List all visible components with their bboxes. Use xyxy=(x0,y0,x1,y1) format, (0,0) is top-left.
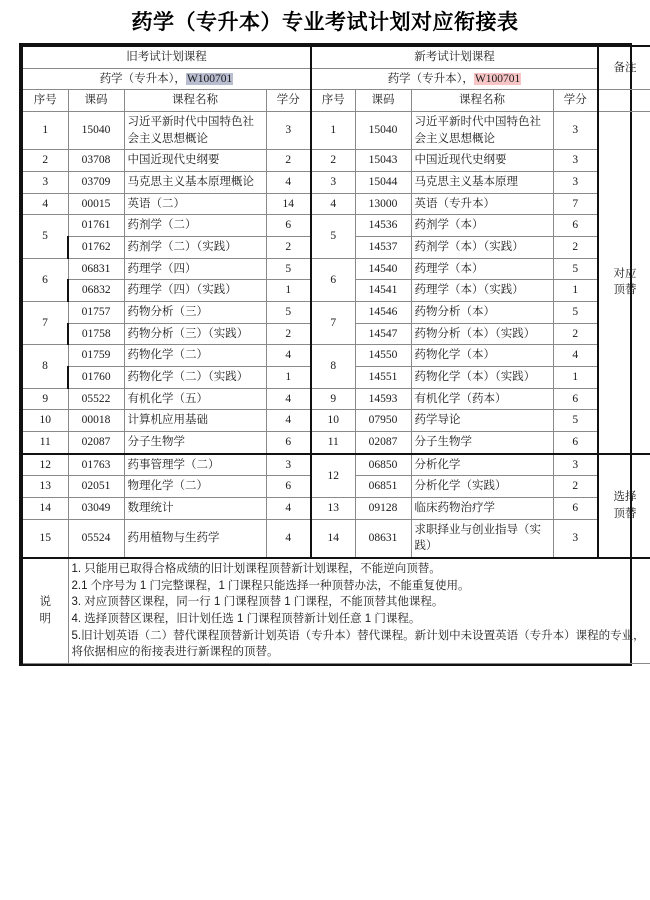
old-name-cell: 药物化学（二）（实践） xyxy=(124,367,266,389)
new-code-cell: 14551 xyxy=(355,367,411,389)
old-name-cell: 药物分析（三） xyxy=(124,302,266,324)
note-item-2: 2.1 个序号为 1 门完整课程，1 门课程只能选择一种顶替办法，不能重复使用。 xyxy=(71,579,470,592)
new-credits-cell: 7 xyxy=(553,193,598,215)
new-code-cell: 06850 xyxy=(355,454,411,476)
old-name-cell: 药剂学（二） xyxy=(124,215,266,237)
new-seq-cell: 13 xyxy=(311,498,355,520)
old-credits-cell: 2 xyxy=(266,150,311,172)
old-seq-cell: 4 xyxy=(22,193,68,215)
new-code-cell: 14546 xyxy=(355,302,411,324)
old-credits-cell: 4 xyxy=(266,345,311,367)
note-item-3: 3. 对应顶替区课程，同一行 1 门课程顶替 1 门课程，不能顶替其他课程。 xyxy=(71,596,444,609)
old-seq-cell: 10 xyxy=(22,410,68,432)
new-seq-cell: 12 xyxy=(311,454,355,498)
new-seq-cell: 3 xyxy=(311,172,355,194)
old-credits-cell: 1 xyxy=(266,280,311,302)
remark-corresponding-line-1: 顶替 xyxy=(613,284,637,297)
major-code-row xyxy=(22,68,650,90)
new-credits-cell: 2 xyxy=(553,476,598,498)
old-code-cell: 06832 xyxy=(68,280,124,302)
table-row xyxy=(22,302,650,324)
new-seq-cell: 2 xyxy=(311,150,355,172)
old-name-cell: 药事管理学（二） xyxy=(124,454,266,476)
new-seq-cell: 11 xyxy=(311,432,355,454)
notes-row xyxy=(22,558,650,664)
new-name-cell: 药物分析（本） xyxy=(411,302,553,324)
table-group-header-row xyxy=(22,46,650,68)
old-seq-cell: 5 xyxy=(22,215,68,258)
new-credits-cell: 5 xyxy=(553,302,598,324)
header-new-seq: 序号 xyxy=(311,90,355,112)
old-code-cell: 05524 xyxy=(68,519,124,558)
old-credits-cell: 4 xyxy=(266,498,311,520)
new-seq-cell: 10 xyxy=(311,410,355,432)
old-credits-cell: 3 xyxy=(266,454,311,476)
old-credits-cell: 2 xyxy=(266,237,311,259)
remark-column-header: 备注 xyxy=(598,46,650,90)
old-seq-cell: 11 xyxy=(22,432,68,454)
new-credits-cell: 3 xyxy=(553,519,598,558)
old-plan-group-header: 旧考试计划课程 xyxy=(22,46,311,68)
new-name-cell: 药理学（本）（实践） xyxy=(411,280,553,302)
remark-optional-line-0: 选择 xyxy=(613,491,637,504)
old-code-cell: 06831 xyxy=(68,258,124,280)
old-name-cell: 药物分析（三）（实践） xyxy=(124,323,266,345)
old-seq-cell: 9 xyxy=(22,388,68,410)
table-row xyxy=(22,215,650,237)
old-code-cell: 01758 xyxy=(68,323,124,345)
column-header-row xyxy=(22,90,650,112)
old-seq-cell: 1 xyxy=(22,112,68,150)
new-name-cell: 中国近现代史纲要 xyxy=(411,150,553,172)
old-code-cell: 00015 xyxy=(68,193,124,215)
new-credits-cell: 6 xyxy=(553,388,598,410)
new-plan-group-header: 新考试计划课程 xyxy=(311,46,598,68)
old-major-code-highlight: W100701 xyxy=(186,72,233,85)
table-row xyxy=(22,388,650,410)
new-seq-cell: 6 xyxy=(311,258,355,301)
note-item-5: 5.旧计划英语（二）替代课程顶替新计划英语（专升本）替代课程。新计划中未设置英语（专升本）课程的专业，将依据相应的衔接表进行新课程的顶替。 xyxy=(71,629,645,659)
new-name-cell: 有机化学（药本） xyxy=(411,388,553,410)
old-name-cell: 药剂学（二）（实践） xyxy=(124,237,266,259)
old-credits-cell: 6 xyxy=(266,476,311,498)
new-credits-cell: 2 xyxy=(553,237,598,259)
new-name-cell: 药学导论 xyxy=(411,410,553,432)
table-row xyxy=(22,193,650,215)
old-seq-cell: 14 xyxy=(22,498,68,520)
new-seq-cell: 5 xyxy=(311,215,355,258)
old-name-cell: 分子生物学 xyxy=(124,432,266,454)
old-name-cell: 数理统计 xyxy=(124,498,266,520)
notes-label-line-1: 明 xyxy=(39,613,51,626)
new-name-cell: 分析化学（实践） xyxy=(411,476,553,498)
new-code-cell: 08631 xyxy=(355,519,411,558)
table-row xyxy=(22,410,650,432)
new-credits-cell: 6 xyxy=(553,498,598,520)
old-code-cell: 01762 xyxy=(68,237,124,259)
new-code-cell: 14550 xyxy=(355,345,411,367)
old-credits-cell: 2 xyxy=(266,323,311,345)
new-credits-cell: 2 xyxy=(553,323,598,345)
new-credits-cell: 5 xyxy=(553,258,598,280)
old-seq-cell: 6 xyxy=(22,258,68,301)
new-seq-cell: 1 xyxy=(311,112,355,150)
note-item-1: 1. 只能用已取得合格成绩的旧计划课程顶替新计划课程，不能逆向顶替。 xyxy=(71,563,441,576)
old-code-cell: 03709 xyxy=(68,172,124,194)
new-code-cell: 15043 xyxy=(355,150,411,172)
new-credits-cell: 3 xyxy=(553,112,598,150)
old-major-name: 药学（专升本）， xyxy=(99,72,186,85)
new-credits-cell: 1 xyxy=(553,280,598,302)
new-name-cell: 药物化学（本） xyxy=(411,345,553,367)
old-name-cell: 药用植物与生药学 xyxy=(124,519,266,558)
new-seq-cell: 14 xyxy=(311,519,355,558)
old-name-cell: 英语（二） xyxy=(124,193,266,215)
table-row xyxy=(22,172,650,194)
old-name-cell: 习近平新时代中国特色社会主义思想概论 xyxy=(124,112,266,150)
header-old-seq: 序号 xyxy=(22,90,68,112)
old-code-cell: 02087 xyxy=(68,432,124,454)
new-credits-cell: 3 xyxy=(553,454,598,476)
notes-label-cell xyxy=(22,558,68,664)
old-name-cell: 中国近现代史纲要 xyxy=(124,150,266,172)
new-code-cell: 15044 xyxy=(355,172,411,194)
new-major-code-highlight: W100701 xyxy=(474,72,521,85)
old-name-cell: 有机化学（五） xyxy=(124,388,266,410)
note-item-4: 4. 选择顶替区课程，旧计划任选 1 门课程顶替新计划任意 1 门课程。 xyxy=(71,613,421,626)
remark-header-spacer xyxy=(598,90,650,112)
old-code-cell: 03049 xyxy=(68,498,124,520)
old-credits-cell: 14 xyxy=(266,193,311,215)
new-credits-cell: 6 xyxy=(553,432,598,454)
articulation-table xyxy=(21,45,650,664)
old-code-cell: 15040 xyxy=(68,112,124,150)
old-code-cell: 02051 xyxy=(68,476,124,498)
new-code-cell: 14541 xyxy=(355,280,411,302)
header-new-name: 课程名称 xyxy=(411,90,553,112)
old-credits-cell: 4 xyxy=(266,410,311,432)
old-name-cell: 药理学（四）（实践） xyxy=(124,280,266,302)
new-name-cell: 英语（专升本） xyxy=(411,193,553,215)
new-name-cell: 药剂学（本）（实践） xyxy=(411,237,553,259)
old-credits-cell: 1 xyxy=(266,367,311,389)
old-code-cell: 01763 xyxy=(68,454,124,476)
new-name-cell: 药物分析（本）（实践） xyxy=(411,323,553,345)
new-code-cell: 06851 xyxy=(355,476,411,498)
new-code-cell: 02087 xyxy=(355,432,411,454)
new-credits-cell: 1 xyxy=(553,367,598,389)
table-row xyxy=(22,432,650,454)
new-code-cell: 14547 xyxy=(355,323,411,345)
old-name-cell: 药理学（四） xyxy=(124,258,266,280)
old-credits-cell: 5 xyxy=(266,258,311,280)
old-name-cell: 计算机应用基础 xyxy=(124,410,266,432)
new-name-cell: 药剂学（本） xyxy=(411,215,553,237)
old-code-cell: 05522 xyxy=(68,388,124,410)
new-name-cell: 分析化学 xyxy=(411,454,553,476)
new-credits-cell: 4 xyxy=(553,345,598,367)
old-seq-cell: 8 xyxy=(22,345,68,388)
old-credits-cell: 6 xyxy=(266,432,311,454)
new-seq-cell: 9 xyxy=(311,388,355,410)
new-seq-cell: 4 xyxy=(311,193,355,215)
table-row xyxy=(22,258,650,280)
old-credits-cell: 4 xyxy=(266,172,311,194)
new-code-cell: 14540 xyxy=(355,258,411,280)
new-code-cell: 14536 xyxy=(355,215,411,237)
table-row xyxy=(22,454,650,476)
old-credits-cell: 4 xyxy=(266,519,311,558)
table-row xyxy=(22,519,650,558)
old-code-cell: 01761 xyxy=(68,215,124,237)
new-major-name: 药学（专升本）， xyxy=(387,72,474,85)
old-code-cell: 01760 xyxy=(68,367,124,389)
old-name-cell: 药物化学（二） xyxy=(124,345,266,367)
articulation-table-container xyxy=(19,43,645,666)
new-code-cell: 14593 xyxy=(355,388,411,410)
new-seq-cell: 8 xyxy=(311,345,355,388)
old-code-cell: 01759 xyxy=(68,345,124,367)
new-name-cell: 分子生物学 xyxy=(411,432,553,454)
old-code-cell: 03708 xyxy=(68,150,124,172)
new-code-cell: 13000 xyxy=(355,193,411,215)
old-seq-cell: 13 xyxy=(22,476,68,498)
old-seq-cell: 7 xyxy=(22,302,68,345)
old-credits-cell: 3 xyxy=(266,112,311,150)
header-new-code: 课码 xyxy=(355,90,411,112)
header-old-name: 课程名称 xyxy=(124,90,266,112)
header-new-credits: 学分 xyxy=(553,90,598,112)
header-old-code: 课码 xyxy=(68,90,124,112)
old-code-cell: 00018 xyxy=(68,410,124,432)
remark-optional-cell xyxy=(598,454,650,558)
old-seq-cell: 2 xyxy=(22,150,68,172)
new-seq-cell: 7 xyxy=(311,302,355,345)
table-row xyxy=(22,112,650,150)
old-credits-cell: 6 xyxy=(266,215,311,237)
new-major-cell xyxy=(311,68,598,90)
header-old-credits: 学分 xyxy=(266,90,311,112)
new-code-cell: 15040 xyxy=(355,112,411,150)
new-credits-cell: 3 xyxy=(553,172,598,194)
old-major-cell xyxy=(22,68,311,90)
table-row xyxy=(22,150,650,172)
new-name-cell: 习近平新时代中国特色社会主义思想概论 xyxy=(411,112,553,150)
old-seq-cell: 12 xyxy=(22,454,68,476)
new-name-cell: 马克思主义基本原理 xyxy=(411,172,553,194)
remark-corresponding-cell xyxy=(598,112,650,454)
new-code-cell: 09128 xyxy=(355,498,411,520)
old-name-cell: 马克思主义基本原理概论 xyxy=(124,172,266,194)
new-code-cell: 07950 xyxy=(355,410,411,432)
table-row xyxy=(22,345,650,367)
new-name-cell: 求职择业与创业指导（实践） xyxy=(411,519,553,558)
new-code-cell: 14537 xyxy=(355,237,411,259)
old-seq-cell: 15 xyxy=(22,519,68,558)
old-seq-cell: 3 xyxy=(22,172,68,194)
new-credits-cell: 6 xyxy=(553,215,598,237)
page-title: 药学（专升本）专业考试计划对应衔接表 xyxy=(131,10,519,34)
notes-label-line-0: 说 xyxy=(39,596,51,609)
notes-body-cell xyxy=(68,558,650,664)
old-credits-cell: 4 xyxy=(266,388,311,410)
new-name-cell: 药物化学（本）（实践） xyxy=(411,367,553,389)
new-name-cell: 临床药物治疗学 xyxy=(411,498,553,520)
old-credits-cell: 5 xyxy=(266,302,311,324)
old-code-cell: 01757 xyxy=(68,302,124,324)
old-name-cell: 物理化学（二） xyxy=(124,476,266,498)
remark-optional-line-1: 顶替 xyxy=(613,507,637,520)
table-row xyxy=(22,498,650,520)
new-credits-cell: 5 xyxy=(553,410,598,432)
new-credits-cell: 3 xyxy=(553,150,598,172)
remark-corresponding-line-0: 对应 xyxy=(613,267,637,280)
new-name-cell: 药理学（本） xyxy=(411,258,553,280)
